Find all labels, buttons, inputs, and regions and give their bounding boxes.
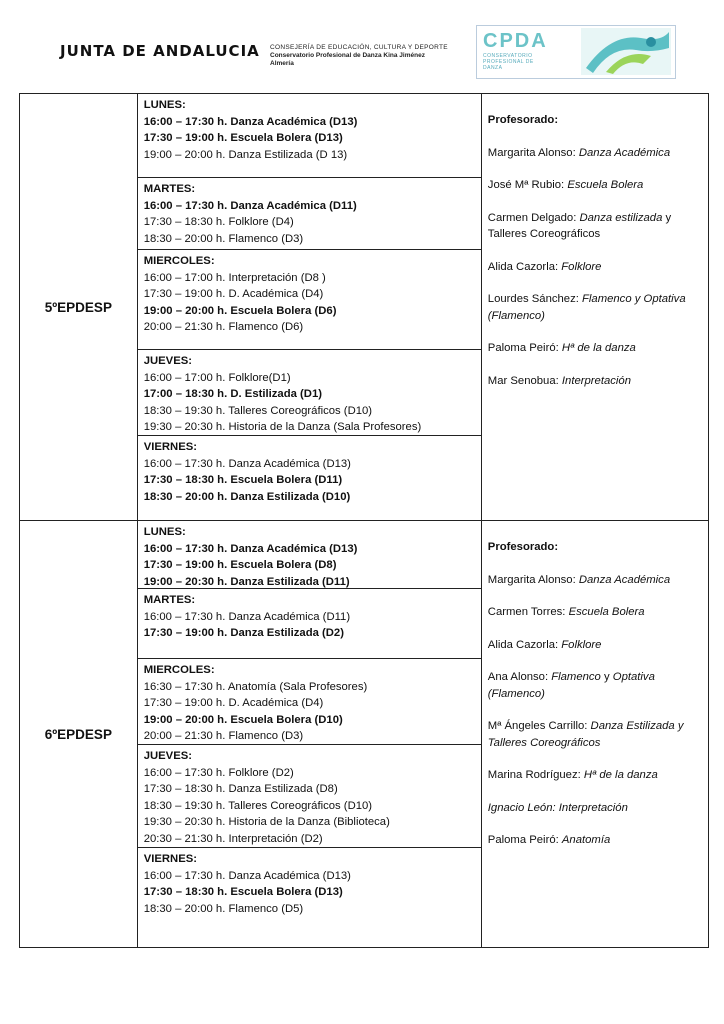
day-block (138, 350, 481, 436)
schedule-line: 19:30 – 20:30 h. Historia de la Danza (Sala Profesores) (143, 421, 422, 433)
teacher-subject: Flamenco y Optativa (Flamenco) (487, 293, 686, 322)
teacher-name: Marina Rodríguez: (487, 769, 581, 781)
teacher-extra: y Talleres Coreográficos (487, 211, 672, 240)
schedule-line: 16:00 – 17:30 h. Folklore (D2) (143, 766, 294, 779)
schedule-line: 18:30 – 20:00 h. Flamenco (D5) (143, 902, 304, 915)
day-name: MIERCOLES: (143, 664, 215, 676)
teacher-entry (488, 604, 702, 621)
teacher-entry (488, 637, 702, 654)
teacher-entry (488, 669, 702, 702)
teacher-subject: Optativa (Flamenco) (487, 671, 655, 700)
schedule-line: 19:00 – 20:00 h. Escuela Bolera (D6) (143, 304, 337, 317)
logo-text: CPDA (483, 30, 548, 52)
teacher-subject: Flamenco (551, 671, 601, 683)
teacher-entry (488, 373, 702, 390)
logo-sub2: PROFESIONAL DE (483, 59, 534, 65)
teacher-subject: Escuela Bolera (568, 606, 645, 618)
logo-subtext (483, 53, 534, 71)
teacher-subject: Hª de la danza (561, 342, 636, 354)
teacher-subject: Folklore (561, 260, 602, 273)
teacher-subject: Escuela Bolera (567, 179, 644, 191)
teacher-subject: Anatomía (561, 834, 611, 846)
schedule-line: 17:30 – 18:30 h. Escuela Bolera (D13) (143, 886, 343, 898)
teacher-name: Ignacio León: (487, 801, 556, 814)
schedule-line: 16:00 – 17:00 h. Folklore(D1) (143, 371, 291, 384)
teacher-name: Paloma Peiró: (487, 342, 559, 354)
schedule-line: 19:00 – 20:00 h. Escuela Bolera (D10) (143, 713, 343, 726)
day-block (138, 659, 481, 745)
teacher-entry (488, 177, 702, 194)
logo-sub3: DANZA (483, 65, 503, 71)
cpda-logo (476, 25, 676, 79)
schedule-line: 19:30 – 20:30 h. Historia de la Danza (Biblioteca) (143, 816, 390, 828)
teacher-name: Mar Senobua: (487, 374, 559, 387)
teacher-entry (488, 800, 702, 817)
course-name: 5ºEPDESP (20, 94, 138, 521)
teacher-name: Margarita Alonso: (487, 146, 576, 159)
schedule-line: 16:00 – 17:30 h. Danza Académica (D13) (143, 115, 358, 128)
day-name: JUEVES: (143, 355, 193, 367)
teacher-entry (488, 767, 702, 784)
schedule-line: 19:00 – 20:00 h. Danza Estilizada (D 13) (143, 148, 348, 161)
schedule-line: 16:00 – 17:30 h. Danza Académica (D13) (143, 542, 358, 555)
day-block (138, 178, 481, 250)
schedule-line: 18:30 – 20:00 h. Flamenco (D3) (143, 232, 304, 245)
day-block (138, 589, 481, 659)
teacher-name: Ana Alonso: (487, 671, 549, 683)
teachers-cell (481, 521, 708, 948)
teacher-subject: Danza estilizada (579, 211, 663, 224)
day-name: MARTES: (143, 594, 196, 606)
day-name: MIERCOLES: (143, 255, 215, 267)
course-row-5 (20, 94, 709, 521)
schedule-line: 17:30 – 19:00 h. Escuela Bolera (D8) (143, 559, 337, 571)
schedule-line: 20:30 – 21:30 h. Interpretación (D2) (143, 832, 323, 845)
schedule-line: 16:00 – 17:30 h. Danza Académica (D11) (143, 199, 357, 212)
day-name: MARTES: (143, 183, 196, 195)
consejeria-block (270, 44, 448, 68)
teacher-entry (488, 210, 702, 243)
schedule-line: 20:00 – 21:30 h. Flamenco (D6) (143, 321, 304, 333)
teacher-name: Mª Ángeles Carrillo: (487, 720, 588, 732)
teacher-name: Carmen Delgado: (487, 211, 577, 224)
teacher-subject: Danza Estilizada y Talleres Coreográficos (487, 720, 684, 749)
teacher-entry (488, 291, 702, 324)
schedule-line: 16:00 – 17:30 h. Danza Académica (D13) (143, 869, 351, 882)
schedule-line: 19:00 – 20:30 h. Danza Estilizada (D11) (143, 575, 350, 588)
teacher-list (488, 539, 702, 849)
teachers-heading: Profesorado: (487, 541, 559, 553)
schedule-line: 16:30 – 17:30 h. Anatomía (Sala Profesores) (143, 680, 368, 693)
teacher-subject: Danza Académica (578, 573, 671, 586)
teacher-name: Carmen Torres: (487, 606, 566, 618)
day-name: JUEVES: (143, 750, 193, 762)
day-block (138, 848, 481, 947)
schedule-line: 18:30 – 19:30 h. Talleres Coreográficos (D10) (143, 404, 373, 417)
teacher-subject: Interpretación (558, 801, 628, 814)
teacher-list (488, 112, 702, 389)
course-name: 6ºEPDESP (20, 521, 138, 948)
teacher-name: José Mª Rubio: (487, 179, 565, 191)
teacher-entry (488, 572, 702, 589)
teacher-name: Alida Cazorla: (487, 638, 559, 651)
schedule-line: 17:30 – 19:00 h. D. Académica (D4) (143, 697, 324, 709)
city-line: Almería (270, 60, 294, 67)
schedule-line: 16:00 – 17:00 h. Interpretación (D8 ) (143, 271, 326, 284)
dancer-logo-icon (581, 28, 671, 75)
day-block (138, 250, 481, 350)
day-block (138, 436, 481, 520)
days-cell (137, 94, 481, 521)
consejeria-line: CONSEJERÍA DE EDUCACIÓN, CULTURA Y DEPORTE (270, 44, 448, 51)
teacher-entry (488, 259, 702, 276)
schedule-line: 16:00 – 17:30 h. Danza Académica (D11) (143, 610, 351, 623)
schedule-line: 17:30 – 19:00 h. Danza Estilizada (D2) (143, 627, 344, 639)
schedule-line: 20:00 – 21:30 h. Flamenco (D3) (143, 730, 304, 742)
day-name: LUNES: (143, 526, 186, 538)
day-name: VIERNES: (143, 441, 198, 453)
teacher-subject: Folklore (561, 638, 602, 651)
schedule-line: 18:30 – 20:00 h. Danza Estilizada (D10) (143, 490, 351, 503)
teacher-name: Lourdes Sánchez: (487, 293, 579, 305)
logo-sub1: CONSERVATORIO (483, 53, 533, 59)
teacher-name: Paloma Peiró: (487, 834, 559, 846)
schedule-line: 17:30 – 19:00 h. D. Académica (D4) (143, 288, 324, 300)
schedule-line: 18:30 – 19:30 h. Talleres Coreográficos (D10) (143, 799, 373, 812)
teacher-subject: Danza Académica (578, 146, 671, 159)
day-name: VIERNES: (143, 853, 198, 865)
schedule-line: 17:00 – 18:30 h. D. Estilizada (D1) (143, 388, 322, 400)
teacher-entry (488, 718, 702, 751)
schedule-table (19, 93, 709, 948)
teachers-heading: Profesorado: (487, 114, 559, 126)
teacher-entry (488, 832, 702, 849)
teacher-subject: Hª de la danza (583, 769, 658, 781)
junta-title: JUNTA DE ANDALUCIA (60, 42, 260, 60)
schedule-line: 16:00 – 17:30 h. Danza Académica (D13) (143, 457, 351, 470)
teacher-entry (488, 145, 702, 162)
schedule-line: 17:30 – 19:00 h. Escuela Bolera (D13) (143, 132, 343, 144)
teachers-cell (481, 94, 708, 521)
day-block (138, 94, 481, 178)
schedule-line: 17:30 – 18:30 h. Escuela Bolera (D11) (143, 474, 343, 486)
day-name: LUNES: (143, 99, 186, 111)
teacher-entry (488, 340, 702, 357)
course-row-6 (20, 521, 709, 948)
teacher-name: Margarita Alonso: (487, 573, 576, 586)
schedule-line: 17:30 – 18:30 h. Folklore (D4) (143, 216, 294, 228)
teacher-extra: y (603, 671, 610, 683)
page-header (0, 0, 724, 90)
days-cell (137, 521, 481, 948)
teacher-subject: Interpretación (561, 374, 631, 387)
day-block (138, 521, 481, 589)
conservatorio-line: Conservatorio Profesional de Danza Kina Jiménez (270, 52, 425, 59)
teacher-name: Alida Cazorla: (487, 260, 559, 273)
day-block (138, 745, 481, 848)
schedule-line: 17:30 – 18:30 h. Danza Estilizada (D8) (143, 783, 338, 795)
